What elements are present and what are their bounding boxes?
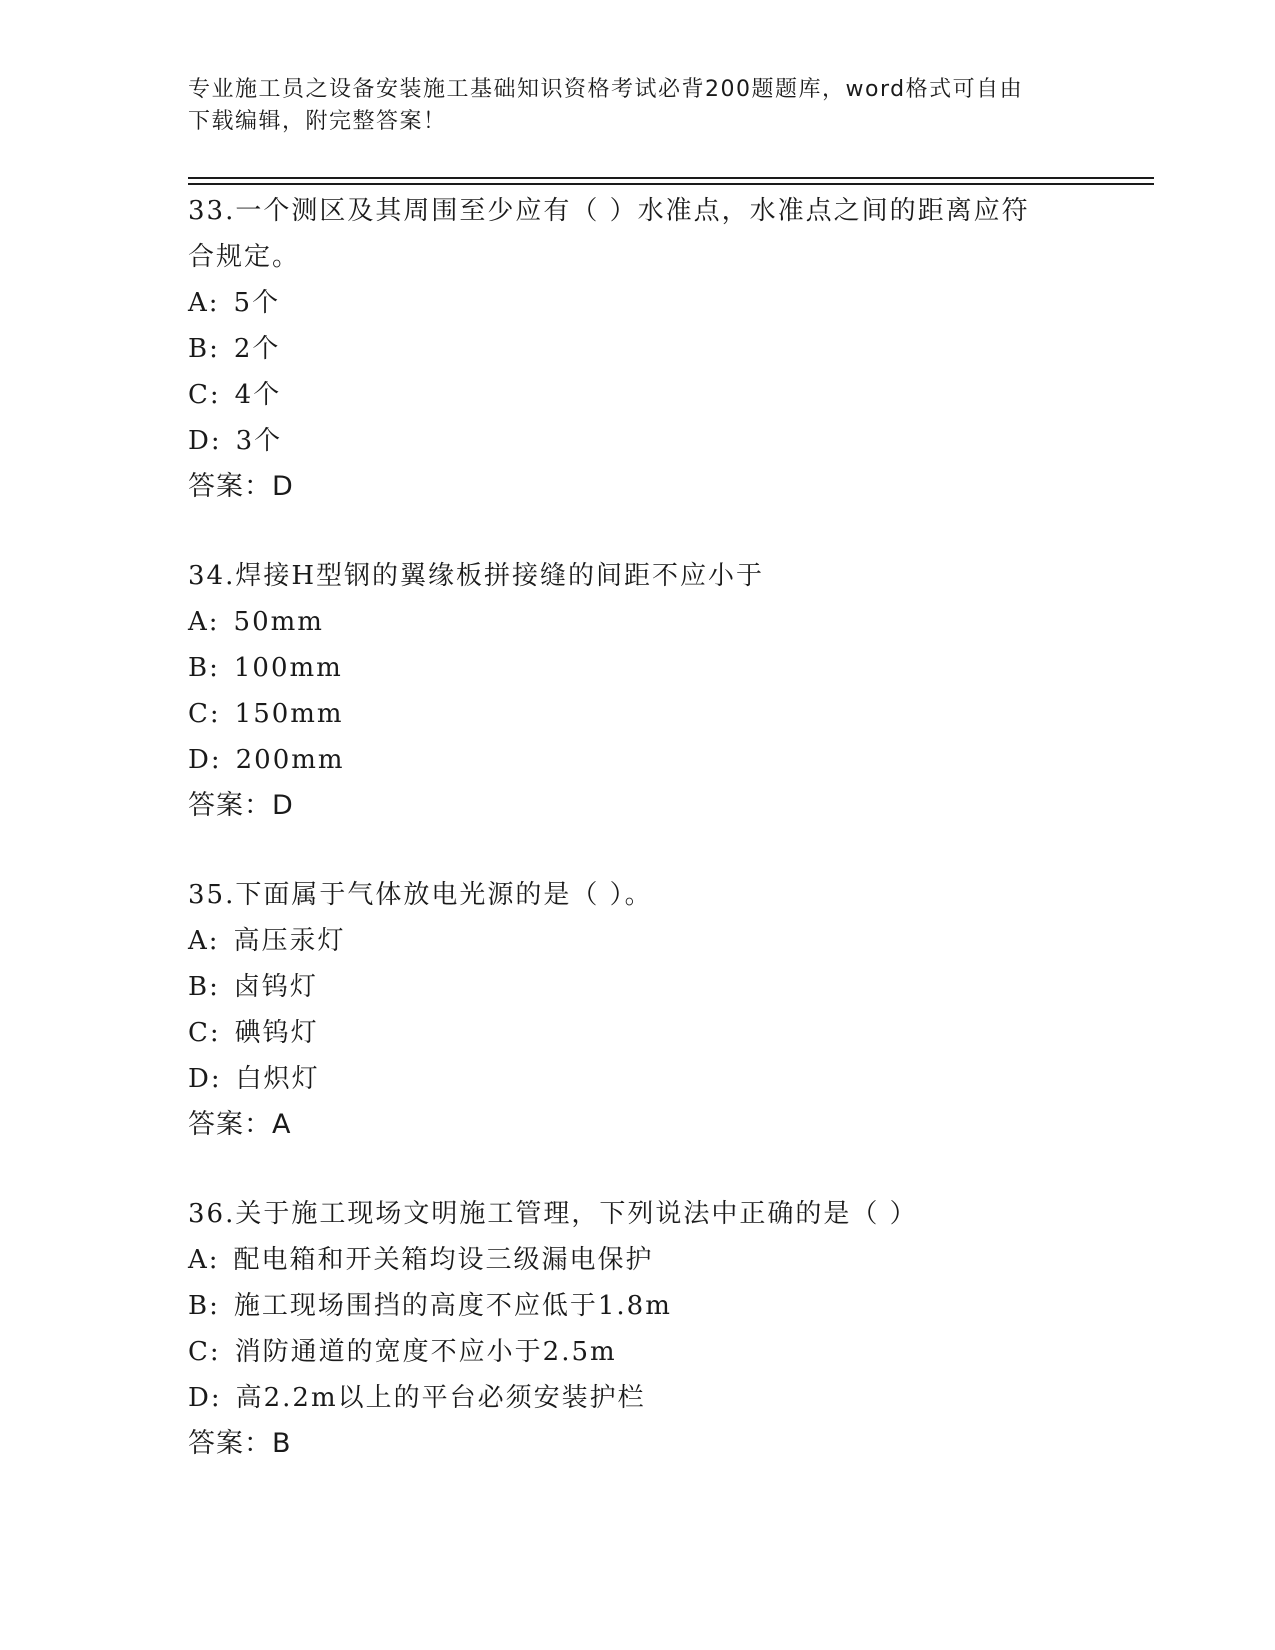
option-key: D: [188, 1064, 222, 1094]
option-c [188, 691, 1088, 737]
answer: 答案：D [188, 471, 294, 502]
option-d [188, 418, 1088, 464]
option-key: B: [188, 334, 220, 364]
answer: 答案：D [188, 790, 294, 821]
document-header [188, 74, 1068, 138]
option-text: 2个 [233, 334, 281, 364]
option-text: 白炽灯 [235, 1064, 320, 1094]
option-text: 高压汞灯 [233, 926, 346, 956]
option-text: 消防通道的宽度不应小于2.5m [234, 1337, 617, 1367]
option-key: C: [188, 1337, 221, 1367]
option-a [188, 918, 1088, 964]
option-text: 4个 [234, 380, 282, 410]
option-c [188, 372, 1088, 418]
option-b [188, 964, 1088, 1010]
header-divider-bottom [188, 183, 1154, 185]
option-a [188, 599, 1088, 645]
option-text: 50mm [233, 607, 324, 637]
option-key: A: [188, 926, 220, 956]
option-text: 高2.2m以上的平台必须安装护栏 [235, 1383, 646, 1413]
option-key: D: [188, 745, 222, 775]
question-33 [188, 188, 1088, 510]
question-text: 35.下面属于气体放电光源的是（ ）。 [188, 880, 653, 910]
option-key: A: [188, 288, 220, 318]
option-d [188, 1375, 1088, 1421]
option-key: A: [188, 1245, 220, 1275]
question-text: 36.关于施工现场文明施工管理，下列说法中正确的是（ ） [188, 1199, 918, 1229]
option-key: C: [188, 699, 221, 729]
option-text: 100mm [233, 653, 343, 683]
option-text: 施工现场围挡的高度不应低于1.8m [233, 1291, 672, 1321]
question-text: 33.一个测区及其周围至少应有（ ）水准点，水准点之间的距离应符 [188, 196, 1030, 226]
question-34 [188, 553, 1088, 829]
question-text: 34.焊接H型钢的翼缘板拼接缝的间距不应小于 [188, 561, 765, 591]
option-b [188, 1283, 1088, 1329]
option-key: D: [188, 426, 222, 456]
option-c [188, 1329, 1088, 1375]
option-key: C: [188, 1018, 221, 1048]
option-key: B: [188, 972, 220, 1002]
option-b [188, 645, 1088, 691]
option-text: 150mm [234, 699, 344, 729]
option-c [188, 1010, 1088, 1056]
option-text: 配电箱和开关箱均设三级漏电保护 [233, 1245, 654, 1275]
answer: 答案：B [188, 1428, 292, 1459]
option-key: C: [188, 380, 221, 410]
option-key: A: [188, 607, 220, 637]
option-text: 200mm [235, 745, 345, 775]
option-text: 3个 [235, 426, 283, 456]
question-36 [188, 1191, 1088, 1467]
option-text: 5个 [233, 288, 281, 318]
option-a [188, 1237, 1088, 1283]
question-35 [188, 872, 1088, 1148]
answer: 答案：A [188, 1109, 292, 1140]
option-text: 卤钨灯 [233, 972, 318, 1002]
question-text-continued: 合规定。 [188, 242, 301, 272]
header-line-2: 下载编辑，附完整答案！ [188, 109, 447, 134]
option-key: D: [188, 1383, 222, 1413]
option-key: B: [188, 1291, 220, 1321]
option-d [188, 1056, 1088, 1102]
header-line-1: 专业施工员之设备安装施工基础知识资格考试必背200题题库，word格式可自由 [188, 77, 1024, 102]
option-key: B: [188, 653, 220, 683]
option-text: 碘钨灯 [234, 1018, 319, 1048]
option-b [188, 326, 1088, 372]
option-a [188, 280, 1088, 326]
header-divider-top [188, 177, 1154, 179]
option-d [188, 737, 1088, 783]
